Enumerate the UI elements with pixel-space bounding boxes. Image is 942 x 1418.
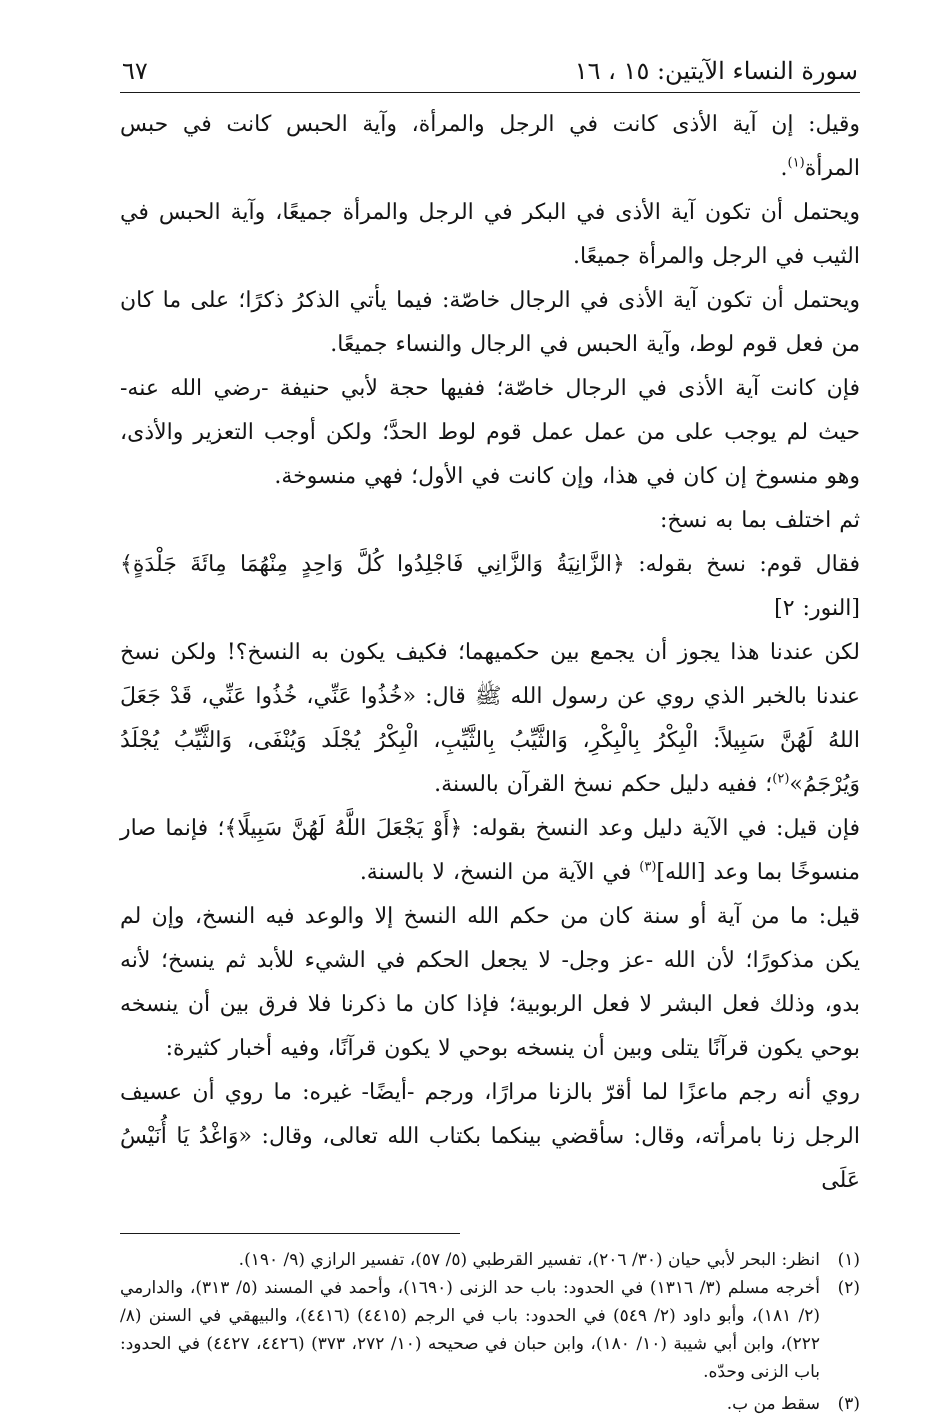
paragraph xyxy=(120,895,860,1071)
quran-verse: ﴿الزَّانِيَةُ وَالزَّانِي فَاجْلِدُوا كُلَّ وَاحِدٍ مِنْهُمَا مِائَةَ جَلْدَةٍ﴾ xyxy=(120,552,625,577)
paragraph xyxy=(120,499,860,543)
footnote-ref: (٢) xyxy=(772,771,790,787)
footnote-text: انظر: البحر لأبي حيان (٣٠/ ٢٠٦)، تفسير القرطبي (٥/ ٥٧)، تفسير الرازي (٩/ ١٩٠). xyxy=(238,1250,820,1270)
paragraph-text: [النور: ٢] xyxy=(774,596,860,621)
footnote-ref: (٣) xyxy=(639,859,657,875)
paragraph-text: ويحتمل أن تكون آية الأذى في البكر في الرجل والمرأة جميعًا، وآية الحبس في الثيب في الرجل والمرأة جميعًا. xyxy=(120,200,860,269)
paragraph xyxy=(120,279,860,367)
footnote xyxy=(120,1274,860,1386)
paragraph xyxy=(120,1071,860,1203)
footnote xyxy=(120,1246,860,1274)
paragraph-text: لكن عندنا هذا يجوز أن يجمع بين حكميهما؛ فكيف يكون به النسخ؟! ولكن نسخ عندنا بالخبر الذي روي عن رسول الله ﷺ قال: «خُذُوا عَنِّي، خُذُوا عَنِّي، قَدْ جَعَلَ اللهُ لَهُنَّ سَبِيلاً: الْبِكْرُ بِالْبِكْرِ، وَالثَّيِّبُ بِالثَّيِّبِ، الْبِكْرُ يُجْلَد وَيُنْفَى، وَالثَّيِّبُ يُجْلَدُ وَيُرْجَمُ» xyxy=(120,640,860,797)
paragraph-text: فإن قيل: في الآية دليل وعد النسخ بقوله: xyxy=(462,816,860,841)
paragraph xyxy=(120,103,860,191)
footnote xyxy=(120,1390,860,1418)
footnote-divider xyxy=(120,1233,460,1234)
quran-verse: ﴿أَوْ يَجْعَلَ اللَّهُ لَهُنَّ سَبِيلًا﴾ xyxy=(224,816,463,841)
footnote-text: سقط من ب. xyxy=(726,1394,820,1414)
main-text xyxy=(120,103,860,1203)
footnotes xyxy=(120,1246,860,1418)
footnote-number: (٣) xyxy=(837,1394,860,1414)
paragraph-text: فقال قوم: نسخ بقوله: xyxy=(624,552,860,577)
book-page xyxy=(120,52,860,1414)
page-number: ٦٧ xyxy=(122,57,148,85)
paragraph-text: فإن كانت آية الأذى في الرجال خاصّة؛ ففيها حجة لأبي حنيفة -رضي الله عنه- حيث لم يوجب على من عمل عمل قوم لوط الحدَّ؛ ولكن أوجب التعزير والأذى، وهو منسوخ إن كان في هذا، وإن كانت في الأول؛ فهي منسوخة. xyxy=(120,376,860,489)
paragraph-text: ويحتمل أن تكون آية الأذى في الرجال خاصّة: فيما يأتي الذكرُ ذكرًا؛ على ما كان من فعل قوم لوط، وآية الحبس في الرجال والنساء جميعًا. xyxy=(120,288,860,357)
footnote-number: (١) xyxy=(837,1250,860,1270)
running-header xyxy=(120,52,860,88)
paragraph-text: روي أنه رجم ماعزًا لما أقرّ بالزنا مرارًا، ورجم -أيضًا- غيره: ما روي أن عسيف الرجل زنا بامرأته، وقال: سأقضي بينكما بكتاب الله تعالى، وقال: «وَاغْدُ يَا أُنَيْسُ عَلَى xyxy=(120,1080,860,1193)
paragraph xyxy=(120,543,860,631)
paragraph-text: . xyxy=(780,156,788,181)
header-divider xyxy=(120,92,860,93)
paragraph xyxy=(120,807,860,895)
header-title: سورة النساء الآيتين: ١٥ ، ١٦ xyxy=(574,57,858,85)
paragraph-text: وقيل: إن آية الأذى كانت في الرجل والمرأة، وآية الحبس كانت في حبس المرأة xyxy=(120,112,860,181)
footnote-number: (٢) xyxy=(837,1278,860,1298)
paragraph-text: ؛ ففيه دليل حكم نسخ القرآن بالسنة. xyxy=(434,772,773,797)
paragraph xyxy=(120,191,860,279)
paragraph-text: قيل: ما من آية أو سنة كان من حكم الله النسخ إلا والوعد فيه النسخ، وإن لم يكن مذكورًا؛ لأن الله -عز وجل- لا يجعل الحكم في الشيء للأبد ثم ينسخ؛ لأنه بدو، وذلك فعل البشر لا فعل الربوبية؛ فإذا كان ما ذكرنا فلا فرق بين أن ينسخه بوحي يكون قرآنًا يتلى وبين أن ينسخه بوحي لا يكون قرآنًا، وفيه أخبار كثيرة: xyxy=(120,904,860,1061)
paragraph-text: ؛ فإنما صار منسوخًا بما وعد [الله] xyxy=(120,816,860,885)
paragraph-text: ثم اختلف بما به نسخ: xyxy=(660,508,860,533)
paragraph-text: في الآية من النسخ، لا بالسنة. xyxy=(359,860,640,885)
paragraph xyxy=(120,631,860,807)
paragraph xyxy=(120,367,860,499)
footnote-text: أخرجه مسلم (٣/ ١٣١٦) في الحدود: باب حد الزنى (١٦٩٠)، وأحمد في المسند (٥/ ٣١٣)، والدارمي (٢/ ١٨١)، وأبو داود (٢/ ٥٤٩) في الحدود: باب في الرجم (٤٤١٥) (٤٤١٦)، والبيهقي في السنن (٨/ ٢٢٢)، وابن أبي شيبة (١٠/ ١٨٠)، وابن حبان في صحيحه (١٠/ ٢٧٢، ٣٧٣) (٤٤٢٦، ٤٤٢٧) في الحدود: باب الزنى وحدّه. xyxy=(120,1278,821,1382)
footnote-ref: (١) xyxy=(787,155,805,171)
